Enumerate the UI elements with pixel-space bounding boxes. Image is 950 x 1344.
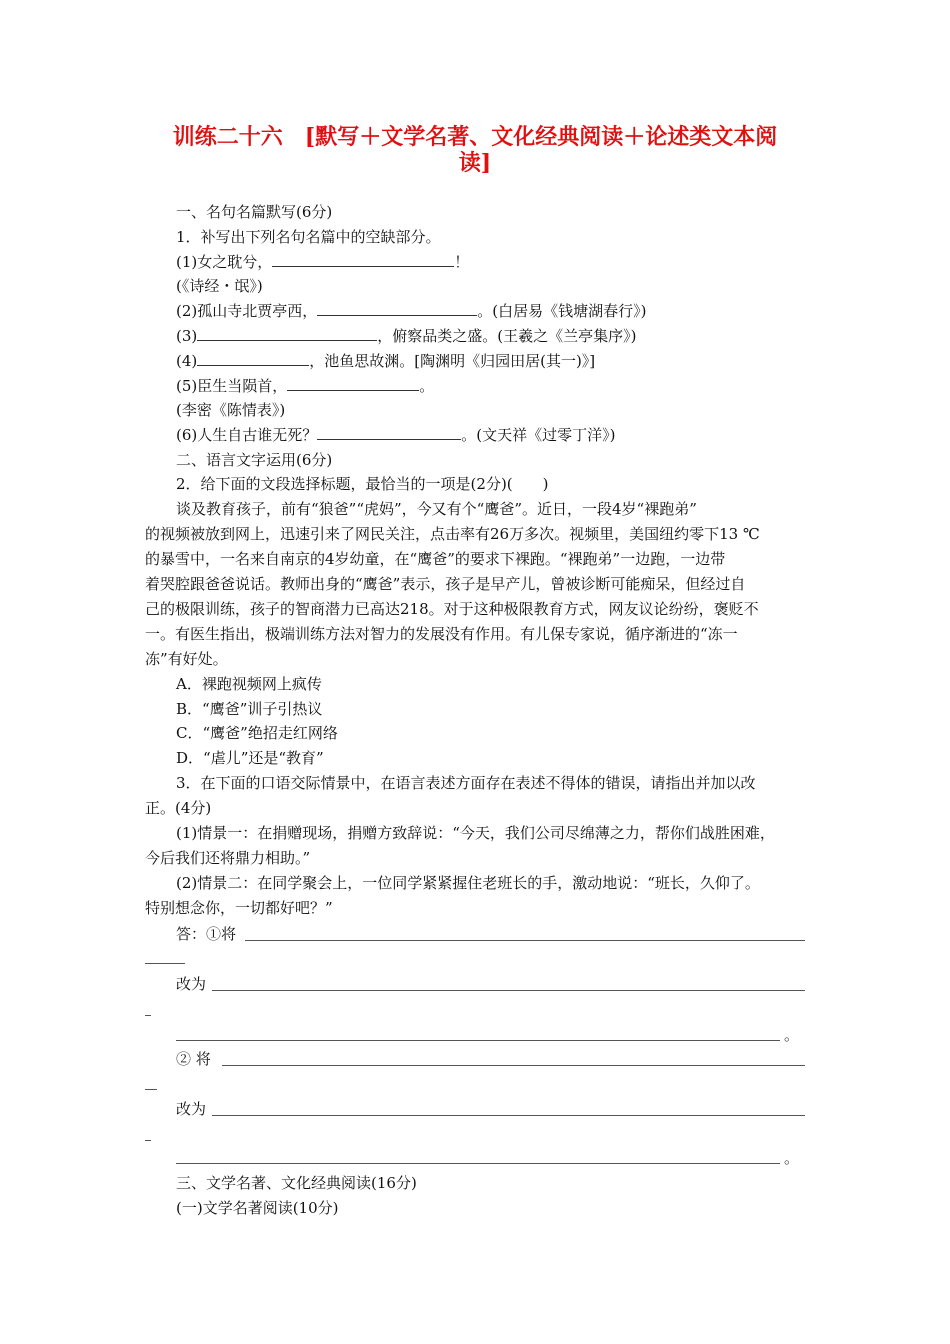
item-1 <box>176 252 469 272</box>
answer-2-line-wrap[interactable] <box>145 1089 157 1090</box>
answer-2-change-label: 改为 <box>176 1100 207 1118</box>
question-3: 3．在下面的口语交际情景中，在语言表述方面存在表述不得体的错误，请指出并加以改 <box>176 774 756 792</box>
item-2-end: 。(白居易《钱塘湖春行》) <box>477 302 647 320</box>
answer-2-label: ② 将 <box>176 1050 211 1068</box>
option-c[interactable]: C．“鹰爸”绝招走红网络 <box>176 724 338 742</box>
item-1-end: ！ <box>454 253 470 271</box>
section1-heading: 一、名句名篇默写(6分) <box>176 203 333 221</box>
answer-2-end: 。 <box>784 1149 800 1167</box>
scenario-1-cont: 今后我们还将鼎力相助。” <box>145 849 311 867</box>
item-1-text: (1)女之耽兮， <box>176 253 273 271</box>
page-title-line2: 读] <box>458 150 492 176</box>
blank-1[interactable] <box>272 252 454 267</box>
answer-1-line-wrap[interactable] <box>145 963 185 964</box>
passage-line: 的视频被放到网上，迅速引来了网民关注，点击率有26万多次。视频里，美国纽约零下13 ℃ <box>145 525 760 543</box>
item-6 <box>176 425 615 445</box>
section3-heading: 三、文学名著、文化经典阅读(16分) <box>176 1174 417 1192</box>
answer-2-change-line-wrap[interactable] <box>145 1140 151 1141</box>
item-2 <box>176 301 646 321</box>
blank-3[interactable] <box>197 326 377 341</box>
item-3 <box>176 326 636 346</box>
blank-5[interactable] <box>287 376 419 391</box>
passage-line: 一。有医生指出，极端训练方法对智力的发展没有作用。有儿保专家说，循序渐进的“冻一 <box>145 625 738 643</box>
item-4-text: (4) <box>176 352 198 370</box>
question-3-cont: 正。(4分) <box>145 799 212 817</box>
answer-2-change-line[interactable] <box>212 1115 805 1116</box>
section3-subheading: (一)文学名著阅读(10分) <box>176 1199 339 1217</box>
item-5-source: (李密《陈情表》) <box>176 401 286 419</box>
option-d[interactable]: D．“虐儿”还是“教育” <box>176 749 324 767</box>
item-6-end: 。(文天祥《过零丁洋》) <box>461 426 616 444</box>
answer-1-label: 答：①将 <box>176 925 237 943</box>
blank-4[interactable] <box>197 351 309 366</box>
option-a[interactable]: A．裸跑视频网上疯传 <box>176 675 322 693</box>
passage-line: 谈及教育孩子，前有“狼爸”“虎妈”，今又有个“鹰爸”。近日，一段4岁“裸跑弟” <box>176 500 697 518</box>
scenario-1: (1)情景一：在捐赠现场，捐赠方致辞说：“今天，我们公司尽绵薄之力，帮你们战胜困难， <box>176 824 775 842</box>
answer-1-change-line[interactable] <box>212 990 805 991</box>
blank-2[interactable] <box>317 301 477 316</box>
passage-line: 冻”有好处。 <box>145 650 228 668</box>
answer-2-extra-line[interactable] <box>176 1163 780 1164</box>
item-3-text: (3) <box>176 327 198 345</box>
item-6-text: (6)人生自古谁无死？ <box>176 426 318 444</box>
answer-1-extra-line[interactable] <box>176 1040 780 1041</box>
item-4 <box>176 351 595 371</box>
item-1-source: (《诗经・氓》) <box>176 277 263 295</box>
passage-line: 己的极限训练，孩子的智商潜力已高达218。对于这种极限教育方式，网友议论纷纷，褒贬不 <box>145 600 759 618</box>
item-4-end: ，池鱼思故渊。[陶渊明《归园田居(其一)》] <box>309 352 596 370</box>
question-2: 2．给下面的文段选择标题，最恰当的一项是(2分)( ) <box>176 475 549 493</box>
item-5-text: (5)臣生当陨首， <box>176 377 288 395</box>
blank-6[interactable] <box>317 425 461 440</box>
answer-1-change-label: 改为 <box>176 975 207 993</box>
option-b[interactable]: B．“鹰爸”训子引热议 <box>176 700 323 718</box>
item-2-text: (2)孤山寺北贾亭西， <box>176 302 318 320</box>
answer-1-end: 。 <box>784 1026 800 1044</box>
answer-1-line[interactable] <box>245 940 805 941</box>
item-5 <box>176 376 434 396</box>
answer-2-line[interactable] <box>222 1065 805 1066</box>
item-5-end: 。 <box>419 377 435 395</box>
answer-1-change-line-wrap[interactable] <box>145 1015 151 1016</box>
question-1: 1．补写出下列名句名篇中的空缺部分。 <box>176 228 441 246</box>
passage-line: 的暴雪中，一名来自南京的4岁幼童，在“鹰爸”的要求下裸跑。“裸跑弟”一边跑，一边带 <box>145 550 726 568</box>
passage-line: 着哭腔跟爸爸说话。教师出身的“鹰爸”表示，孩子是早产儿，曾被诊断可能痴呆，但经过自 <box>145 575 746 593</box>
item-3-end: ，俯察品类之盛。(王羲之《兰亭集序》) <box>377 327 637 345</box>
scenario-2: (2)情景二：在同学聚会上，一位同学紧紧握住老班长的手，激动地说：“班长，久仰了。 <box>176 874 760 892</box>
page-title-line1: 训练二十六 [默写＋文学名著、文化经典阅读＋论述类文本阅 <box>172 124 778 150</box>
section2-heading: 二、语言文字运用(6分) <box>176 451 333 469</box>
scenario-2-cont: 特别想念你，一切都好吧？” <box>145 899 333 917</box>
